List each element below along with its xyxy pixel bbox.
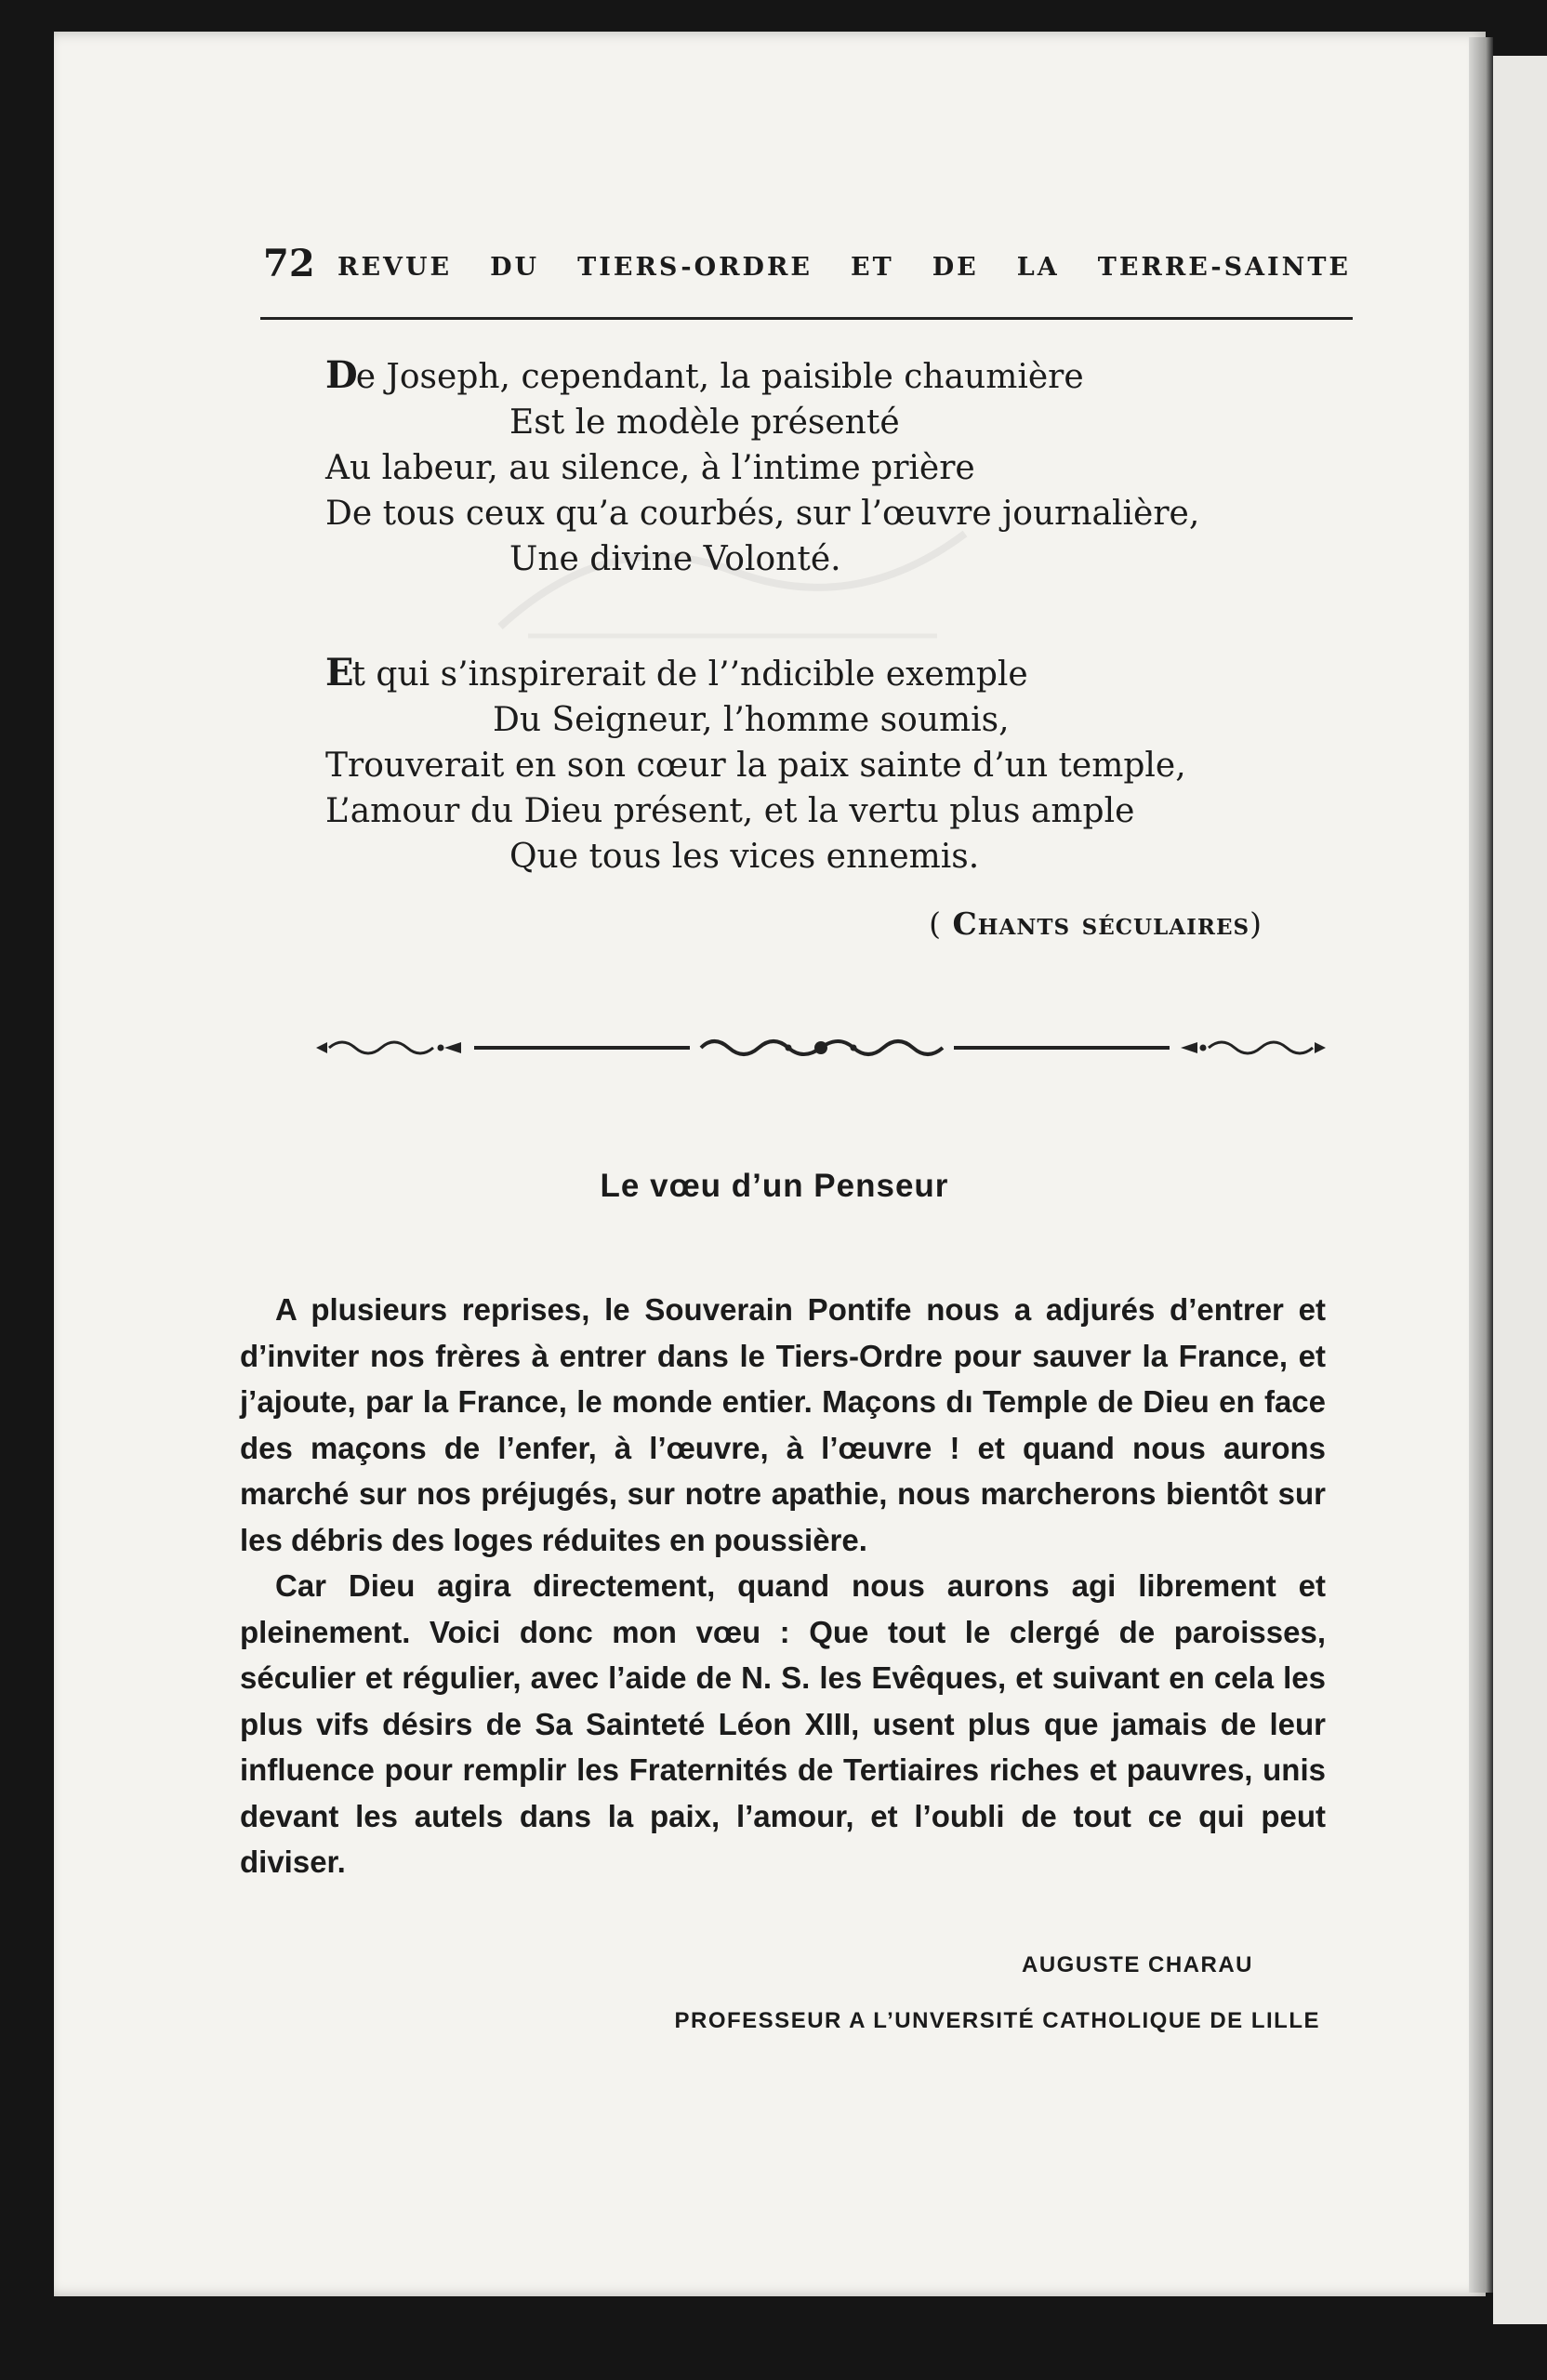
poem-attribution	[816, 906, 1263, 942]
author-title: PROFESSEUR A L’UNVERSITÉ CATHOLIQUE DE LILLE	[674, 2008, 1320, 2033]
author-name: AUGUSTE CHARAU	[1022, 1952, 1253, 1977]
poem-line	[325, 650, 1255, 697]
poem-line: L’amour du Dieu présent, et la vertu plus ample	[325, 792, 1135, 830]
book-page	[54, 32, 1486, 2296]
page-number: 72	[263, 242, 315, 285]
article-paragraph-1: A plusieurs reprises, le Souverain Pontife nous a adjurés d’entrer et d’inviter nos frères à entrer dans le Tiers-Ordre pour sauver la France, et j’ajoute, par la France, le monde entier. Maçons dı Temple de Dieu en face des maçons de l’enfer, à l’œuvre, à l’œuvre ! et quand nous aurons marché sur nos préjugés, sur notre apathie, nous marcherons bientôt sur les débris des loges réduites en poussière.	[240, 1292, 1326, 1557]
poem-line: Que tous les vices ennemis.	[509, 838, 980, 876]
adjacent-page-edge	[1493, 56, 1547, 2324]
poem-line	[325, 352, 1255, 400]
poem-line-text: t qui s’inspirerait de l’’ndicible exemple	[351, 655, 1028, 694]
attribution-open: (	[929, 906, 953, 942]
poem-line: De tous ceux qu’a courbés, sur l’œuvre journalière,	[325, 495, 1200, 533]
poem-line: Au labeur, au silence, à l’intime prière	[325, 449, 975, 487]
poem-line: Est le modèle présenté	[509, 403, 900, 442]
running-title: REVUE DU TIERS-ORDRE ET DE LA TERRE-SAINTE	[337, 253, 1351, 282]
poem-line: Trouverait en son cœur la paix sainte d’un temple,	[325, 747, 1186, 785]
ornamental-divider-icon	[314, 1031, 1328, 1064]
page-gutter-shadow	[1469, 37, 1493, 2293]
running-header	[263, 218, 1351, 292]
header-rule	[260, 317, 1353, 320]
poem-line-text: e Joseph, cependant, la paisible chaumière	[355, 358, 1084, 396]
poem-line: Du Seigneur, l’homme soumis,	[493, 701, 1010, 739]
attribution-close: )	[1250, 906, 1263, 942]
article-title: Le vœu d’un Penseur	[600, 1168, 949, 1204]
poem-stanza-1	[325, 352, 1255, 582]
ornamental-initial: E	[325, 651, 352, 694]
article-body	[240, 1287, 1326, 1885]
poem-line: Une divine Volonté.	[509, 540, 841, 578]
attribution-source: Chants séculaires	[952, 906, 1250, 942]
article-paragraph-2: Car Dieu agira directement, quand nous aurons agi librement et pleinement. Voici donc mon vœu : Que tout le clergé de paroisses, séculier et régulier, avec l’aide de N. S. les Evêques, et suivant en cela les plus vifs désirs de Sa Sainteté Léon XIII, usent plus que jamais de leur influence pour remplir les Fraternités de Tertiaires riches et pauvres, unis devant les autels dans la paix, l’amour, et l’oubli de tout ce qui peut diviser.	[240, 1568, 1326, 1879]
ornamental-initial: D	[325, 353, 356, 397]
poem-stanza-2	[325, 650, 1255, 879]
